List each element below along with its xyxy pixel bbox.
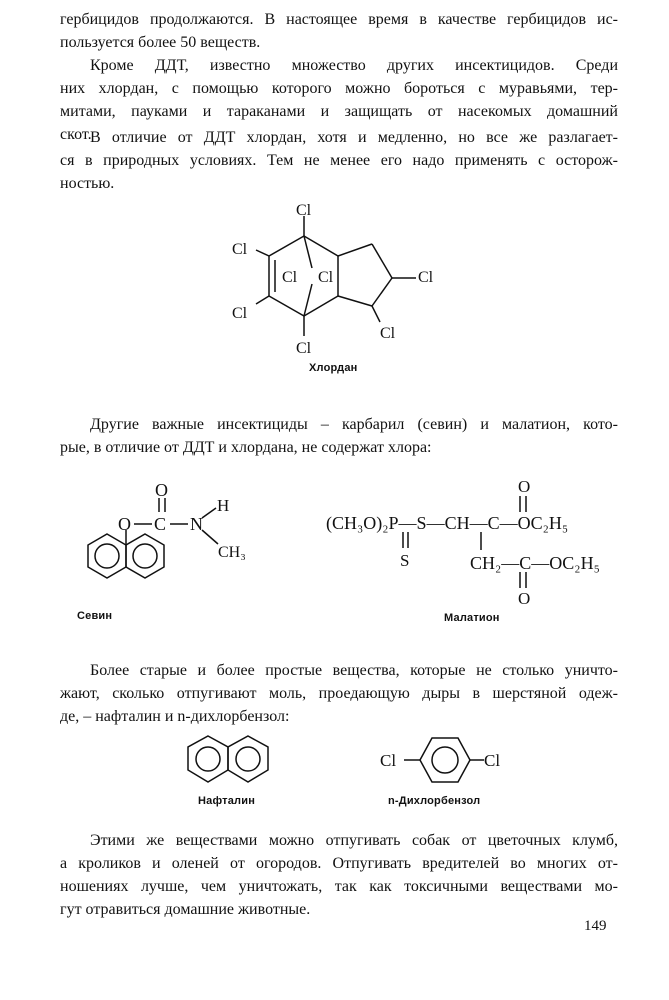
bond: [372, 244, 392, 278]
atom-label-h: H: [217, 496, 230, 515]
aromatic-circle: [432, 747, 458, 773]
atom-label-cl: Cl: [484, 751, 501, 770]
bond: [256, 296, 269, 304]
paragraph-5: [60, 659, 618, 728]
bond: [304, 236, 338, 256]
text-line: Этими же веществами можно отпугивать собак от цветочных клумб,: [90, 832, 618, 849]
text-line: рые, в отличие от ДДТ и хлордана, не содержат хлора:: [60, 439, 432, 456]
paragraph-6: [60, 829, 618, 921]
bond: [338, 244, 372, 256]
text-line: митами, пауками и тараканами и защищать от насекомых домашний: [60, 103, 618, 120]
atom-label-cl: Cl: [418, 269, 434, 286]
paragraph-1: [60, 8, 618, 54]
atom-label-o: O: [518, 477, 531, 496]
text-line: ностью.: [60, 175, 115, 192]
ring: [188, 736, 228, 782]
paragraph-3: [60, 126, 618, 195]
malathion-caption: Малатион: [444, 612, 500, 624]
text-line: а кроликов и оленей от огородов. Отпугивать вредителей во многих от-: [60, 855, 618, 872]
atom-label-cl: Cl: [282, 269, 298, 286]
atom-label-cl: Cl: [296, 202, 312, 219]
text-line: ся в природных условиях. Тем не менее его надо применять с осторож-: [60, 152, 618, 169]
text-line: Другие важные инсектициды – карбарил (севин) и малатион, кото-: [90, 416, 618, 433]
ring: [126, 534, 164, 578]
text-line: ношениях лучше, чем уничтожать, так как токсичными веществами мо-: [60, 878, 618, 895]
atom-label-o: O: [118, 514, 131, 534]
dichlorobenzene-structure: [378, 730, 518, 790]
atom-label-cl: Cl: [380, 325, 396, 342]
bond: [372, 306, 380, 322]
aromatic-circle: [196, 747, 220, 771]
chlordane-caption: Хлордан: [309, 362, 358, 374]
text-line: Более старые и более простые вещества, которые не столько уничто-: [90, 662, 618, 679]
ring: [88, 534, 126, 578]
bond: [372, 278, 392, 306]
sevin-structure: [60, 478, 270, 608]
dichlorobenzene-caption: n-Дихлорбензол: [388, 795, 481, 807]
atom-label-n: N: [190, 514, 203, 534]
sevin-caption: Севин: [77, 610, 113, 622]
bond: [269, 236, 304, 256]
atom-label-cl: Cl: [380, 751, 397, 770]
malathion-row-2: CH₂—C—OC₂H₅: [470, 553, 600, 573]
bond: [256, 250, 269, 256]
atom-label-cl: Cl: [232, 305, 248, 322]
malathion-row-1: (CH₃O)₂P—S—CH—C—OC₂H₅: [326, 513, 569, 533]
malathion-structure: [322, 476, 622, 616]
text-line: Кроме ДДТ, известно множество других инсектицидов. Среди: [90, 57, 618, 74]
page-number: 149: [584, 918, 607, 934]
atom-label-cl: Cl: [318, 269, 334, 286]
text-line: гербицидов продолжаются. В настоящее время в качестве гербицидов ис-: [60, 11, 618, 28]
text-line: скот.: [60, 126, 92, 143]
text-line: де, – нафталин и n-дихлорбензол:: [60, 708, 290, 725]
atom-label-o: O: [155, 480, 168, 500]
ring: [420, 738, 470, 782]
paragraph-4: [60, 413, 618, 459]
bond: [269, 296, 304, 316]
aromatic-circle: [95, 544, 119, 568]
bond: [338, 296, 372, 306]
atom-label-cl: Cl: [232, 241, 248, 258]
naphthalene-structure: [178, 730, 278, 790]
atom-label-cl: Cl: [296, 340, 312, 357]
text-line: жают, сколько отпугивают моль, проедающую дыры в шерстяной одеж-: [60, 685, 618, 702]
text-line: них хлордан, с помощью которого можно бороться с муравьями, тер-: [60, 80, 618, 97]
text-line: гут отравиться домашние животные.: [60, 901, 311, 918]
bond: [202, 508, 216, 518]
atom-label-s: S: [400, 551, 410, 570]
text-line: В отличие от ДДТ хлордан, хотя и медленно, но все же разлагает-: [90, 129, 618, 146]
text-line: пользуется более 50 веществ.: [60, 34, 261, 51]
aromatic-circle: [236, 747, 260, 771]
bond: [202, 530, 218, 544]
atom-label-o: O: [518, 589, 531, 608]
atom-label-ch3: CH₃: [218, 544, 246, 561]
chlordane-structure: [220, 198, 460, 358]
naphthalene-caption: Нафталин: [198, 795, 256, 807]
bond: [304, 296, 338, 316]
ring: [228, 736, 268, 782]
aromatic-circle: [133, 544, 157, 568]
atom-label-c: C: [154, 514, 167, 534]
